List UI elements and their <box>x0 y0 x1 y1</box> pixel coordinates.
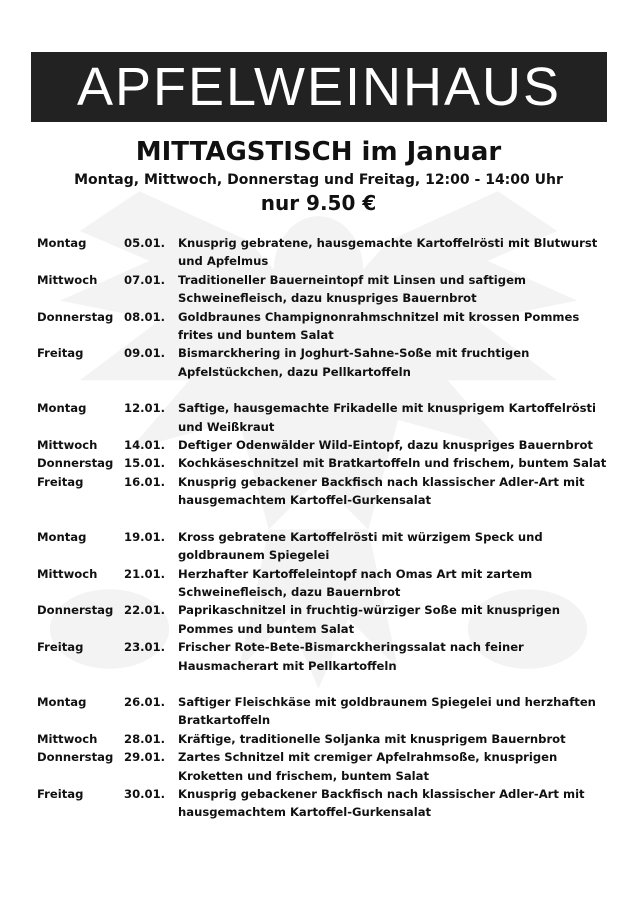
menu-entry <box>37 436 607 454</box>
menu-dish: Herzhafter Kartoffeleintopf nach Omas Art mit zartem Schweinefleisch, dazu Bauernbrot <box>178 566 533 599</box>
menu-date: 26.01. <box>124 694 166 709</box>
menu-entry <box>37 785 607 822</box>
menu-entry <box>37 344 607 381</box>
price-label: nur 9.50 € <box>260 191 377 215</box>
menu-day: Montag <box>37 401 87 416</box>
menu-dish: Traditioneller Bauerneintopf mit Linsen und saftigem Schweinefleisch, dazu knuspriges Bauernbrot <box>178 272 527 306</box>
menu-dish: Deftiger Odenwälder Wild-Eintopf, dazu knuspriges Bauernbrot <box>178 438 593 453</box>
menu-date: 14.01. <box>124 438 166 453</box>
menu-date: 22.01. <box>124 603 166 618</box>
menu-day: Donnerstag <box>37 750 114 765</box>
menu-dish: Goldbraunes Champignonrahmschnitzel mit krossen Pommes frites und buntem Salat <box>178 309 580 343</box>
menu-entry <box>37 748 607 785</box>
page-title: MITTAGSTISCH im Januar <box>135 137 502 167</box>
menu-date: 05.01. <box>124 236 166 250</box>
menu-dish: Zartes Schnitzel mit cremiger Apfelrahmsoße, knusprigen Kroketten und frischem, buntem Salat <box>178 750 558 783</box>
menu-day: Montag <box>37 694 87 709</box>
menu-entry <box>37 693 607 730</box>
menu-entry <box>37 473 607 510</box>
menu-day: Montag <box>37 529 87 544</box>
menu-date: 07.01. <box>124 272 166 287</box>
menu-day: Freitag <box>37 346 84 361</box>
menu-dish: Knusprig gebratene, hausgemachte Kartoffelrösti mit Blutwurst und Apfelmus <box>178 236 598 269</box>
menu-day: Donnerstag <box>37 603 114 618</box>
menu-dish: Kross gebratene Kartoffelrösti mit würzigem Speck und goldbraunem Spiegelei <box>178 529 543 563</box>
menu-dish: Bismarckhering in Joghurt-Sahne-Soße mit fruchtigen Apfelstückchen, dazu Pellkartoffeln <box>178 346 530 379</box>
menu-week <box>37 234 607 381</box>
menu-list <box>37 234 607 840</box>
menu-date: 08.01. <box>124 309 166 324</box>
menu-date: 23.01. <box>124 640 166 655</box>
menu-date: 28.01. <box>124 731 166 746</box>
menu-day: Mittwoch <box>37 731 98 746</box>
menu-week <box>37 528 607 675</box>
menu-entry <box>37 399 607 436</box>
menu-day: Donnerstag <box>37 456 114 471</box>
menu-entry <box>37 308 607 345</box>
menu-entry <box>37 601 607 638</box>
menu-date: 19.01. <box>124 529 166 544</box>
menu-dish: Frischer Rote-Bete-Bismarckheringssalat nach feiner Hausmacherart mit Pellkartoffeln <box>178 640 524 673</box>
menu-entry <box>37 234 607 271</box>
menu-day: Freitag <box>37 640 84 655</box>
menu-date: 12.01. <box>124 401 166 416</box>
menu-week <box>37 399 607 509</box>
menu-dish: Saftige, hausgemachte Frikadelle mit knusprigem Kartoffelrösti und Weißkraut <box>178 401 596 434</box>
menu-date: 29.01. <box>124 750 166 765</box>
menu-dish: Paprikaschnitzel in fruchtig-würziger Soße mit knusprigen Pommes und buntem Salat <box>178 603 561 636</box>
menu-week <box>37 693 607 822</box>
menu-date: 09.01. <box>124 346 166 361</box>
menu-day: Freitag <box>37 474 84 489</box>
menu-dish: Knusprig gebackener Backfisch nach klassischer Adler-Art mit hausgemachtem Kartoffel-Gurkensalat <box>178 786 585 820</box>
menu-entry <box>37 528 607 565</box>
menu-dish: Kochkäseschnitzel mit Bratkartoffeln und frischem, buntem Salat <box>178 456 607 471</box>
menu-entry <box>37 454 607 472</box>
menu-day: Mittwoch <box>37 438 98 453</box>
menu-day: Mittwoch <box>37 566 98 581</box>
menu-date: 16.01. <box>124 474 166 489</box>
menu-day: Freitag <box>37 786 84 801</box>
brand-logo: APFELWEINHAUS <box>76 57 562 117</box>
menu-date: 30.01. <box>124 786 166 801</box>
menu-day: Mittwoch <box>37 272 98 287</box>
menu-entry <box>37 565 607 602</box>
menu-date: 15.01. <box>124 456 166 471</box>
menu-dish: Saftiger Fleischkäse mit goldbraunem Spiegelei und herzhaften Bratkartoffeln <box>178 694 596 728</box>
menu-entry <box>37 730 607 748</box>
menu-dish: Knusprig gebackener Backfisch nach klassischer Adler-Art mit hausgemachtem Kartoffel-Gurkensalat <box>178 474 585 508</box>
menu-dish: Kräftige, traditionelle Soljanka mit knusprigem Bauernbrot <box>178 731 566 746</box>
menu-entry <box>37 271 607 308</box>
menu-date: 21.01. <box>124 566 166 581</box>
opening-hours: Montag, Mittwoch, Donnerstag und Freitag, 12:00 - 14:00 Uhr <box>74 172 563 188</box>
menu-entry <box>37 638 607 675</box>
brand-header <box>31 52 607 122</box>
menu-day: Donnerstag <box>37 309 114 324</box>
menu-day: Montag <box>37 236 87 250</box>
